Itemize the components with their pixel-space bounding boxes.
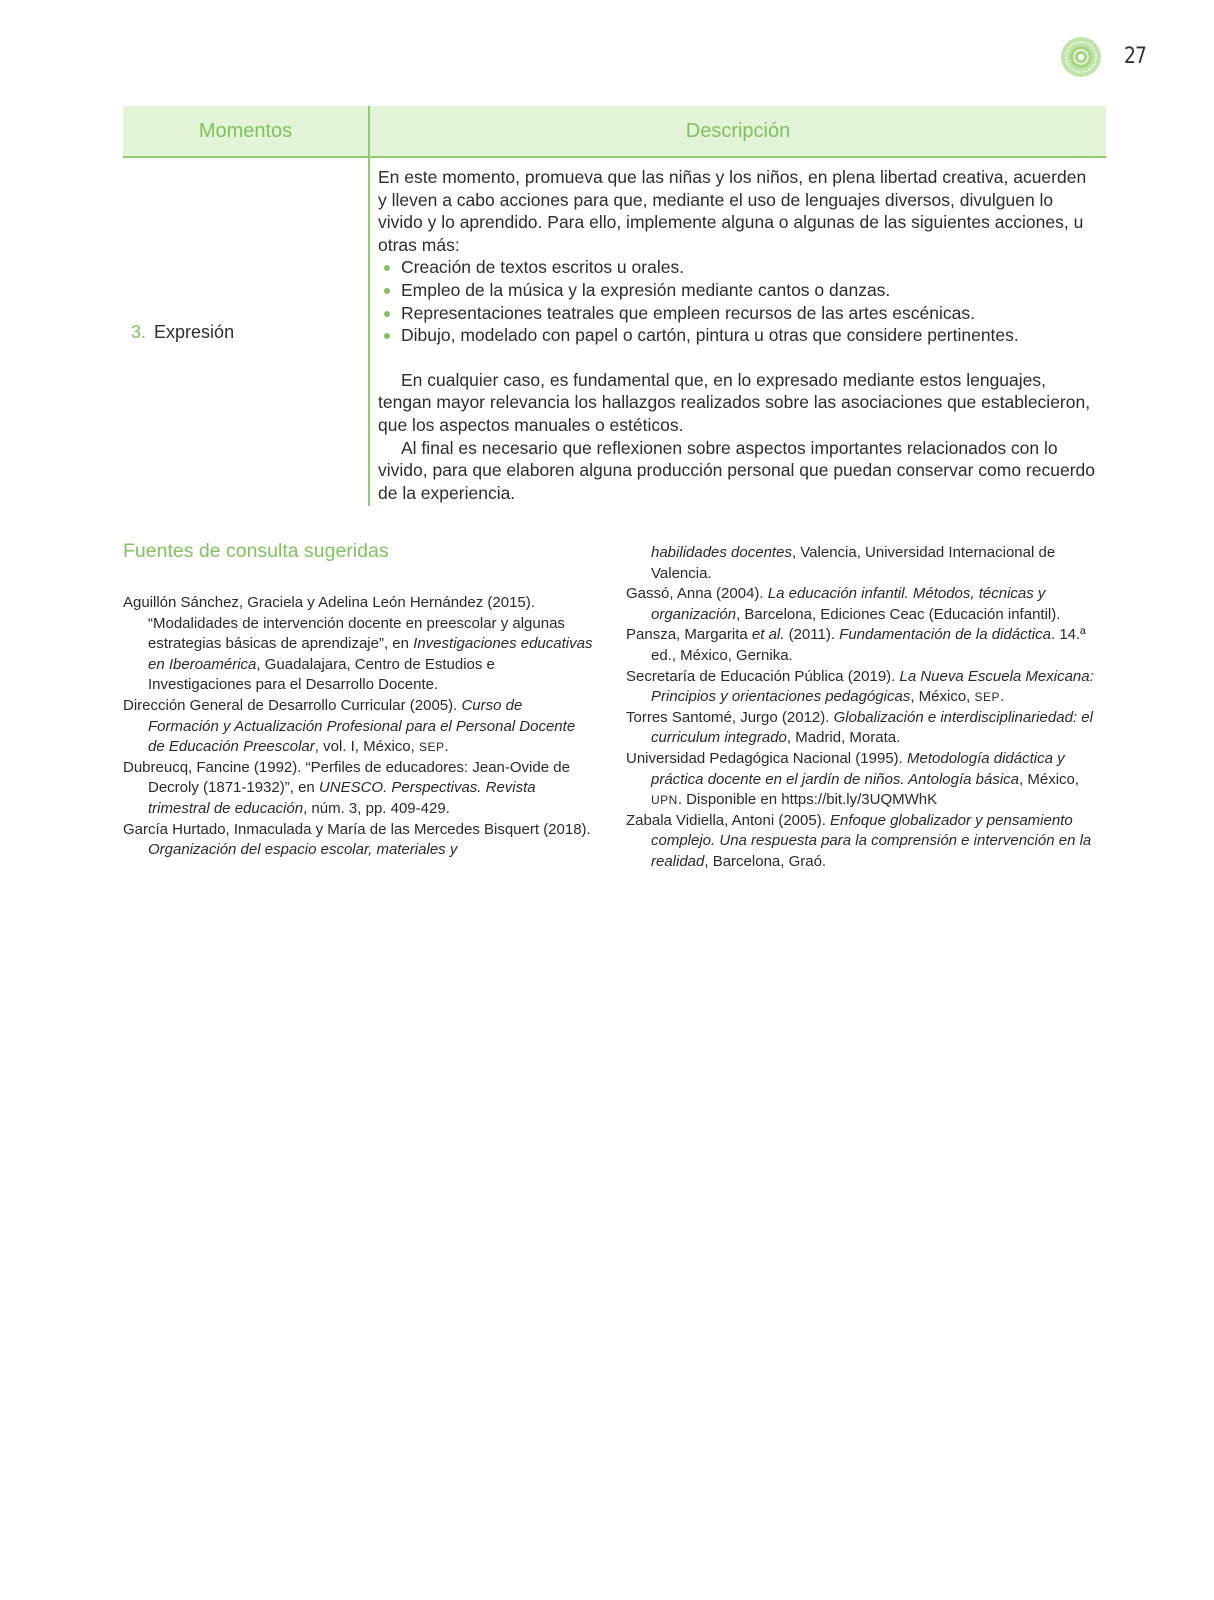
moment-name: Expresión: [154, 321, 235, 342]
reference-item: García Hurtado, Inmaculada y María de las Mercedes Bisquert (2018). Organización del espacio escolar, materiales y: [123, 820, 591, 859]
description-paragraph-2: Al final es necesario que reflexionen sobre aspectos importantes relacionados con lo vivido, para que elaboren alguna producción personal que puedan conservar como recuerdo de la experiencia.: [378, 437, 1096, 503]
references-left-column: [123, 593, 593, 861]
list-item: [378, 302, 1098, 325]
description-cell: [369, 157, 1106, 506]
list-item: [378, 279, 1098, 302]
moments-table: [123, 106, 1106, 506]
list-item-text: Representaciones teatrales que empleen recursos de las artes escénicas.: [401, 302, 975, 323]
reference-item: Gassó, Anna (2004). La educación infantil. Métodos, técnicas y organización, Barcelona, Ediciones Ceac (Educación infantil).: [626, 585, 1061, 623]
list-item: [378, 324, 1098, 347]
table-header-row: [123, 106, 1106, 157]
header-momentos: Momentos: [123, 106, 369, 157]
description-intro: En este momento, promueva que las niñas y los niños, en plena libertad creativa, acuerden y lleven a cabo acciones para que, mediante el uso de lenguajes diversos, divulguen lo vivido y lo aprendido. Para ello, implemente alguna o algunas de las siguientes acciones, u otras más:: [378, 167, 1087, 255]
description-list: [378, 256, 1098, 346]
table-row: [123, 157, 1106, 506]
moment-number: 3.: [131, 321, 147, 342]
bullet-icon: [384, 265, 390, 271]
moment-cell: [123, 157, 369, 506]
list-item: [378, 256, 1098, 279]
page-header: [1060, 36, 1180, 84]
sources-title: Fuentes de consulta sugeridas: [123, 540, 389, 562]
header-descripcion: Descripción: [369, 106, 1106, 157]
reference-item: Aguillón Sánchez, Graciela y Adelina León Hernández (2015). “Modalidades de intervención docente en preescolar y algunas estrategias básicas de aprendizaje”, en Investigaciones educativas en Iberoamérica, Guadalajara, Centro de Estudios e Investigaciones para el Desarrollo Docente.: [123, 594, 593, 694]
list-item-text: Creación de textos escritos u orales.: [401, 257, 685, 278]
reference-item: Secretaría de Educación Pública (2019). La Nueva Escuela Mexicana: Principios y orientaciones pedagógicas, México, SEP.: [626, 667, 1094, 706]
list-item-text: Empleo de la música y la expresión mediante cantos o danzas.: [401, 279, 891, 300]
green-circular-emblem-icon: [1060, 36, 1102, 78]
reference-item: Torres Santomé, Jurgo (2012). Globalización e interdisciplinariedad: el curriculum integrado, Madrid, Morata.: [626, 708, 1093, 747]
reference-item: Dubreucq, Fancine (1992). “Perfiles de educadores: Jean-Ovide de Decroly (1871-1932)”, en UNESCO. Perspectivas. Revista trimestral de educación, núm. 3, pp. 409-429.: [123, 758, 570, 817]
reference-item: Dirección General de Desarrollo Curricular (2005). Curso de Formación y Actualización Profesional para el Personal Docente de Educación Preescolar, vol. I, México, SEP.: [123, 696, 576, 756]
reference-item: Universidad Pedagógica Nacional (1995). Metodología didáctica y práctica docente en el jardín de niños. Antología básica, México, UPN. Disponible en https://bit.ly/3UQMWhK: [626, 749, 1080, 809]
references-right-column: [626, 543, 1106, 873]
reference-item: Pansza, Margarita et al. (2011). Fundamentación de la didáctica. 14.ª ed., México, Gernika.: [626, 626, 1086, 664]
list-item-text: Dibujo, modelado con papel o cartón, pintura u otras que considere pertinentes.: [401, 325, 1019, 346]
reference-continuation: habilidades docentes, Valencia, Universidad Internacional de Valencia.: [651, 544, 1056, 582]
bullet-icon: [384, 311, 390, 317]
reference-item: Zabala Vidiella, Antoni (2005). Enfoque globalizador y pensamiento complejo. Una respuesta para la comprensión e intervención en la realidad, Barcelona, Graó.: [626, 811, 1092, 870]
description-paragraph-1: En cualquier caso, es fundamental que, en lo expresado mediante estos lenguajes, tengan mayor relevancia los hallazgos realizados sobre las asociaciones que establecieron, que los aspectos manuales o estéticos.: [378, 369, 1091, 435]
page-number: 27: [1124, 44, 1147, 69]
bullet-icon: [384, 333, 390, 339]
bullet-icon: [384, 288, 390, 294]
